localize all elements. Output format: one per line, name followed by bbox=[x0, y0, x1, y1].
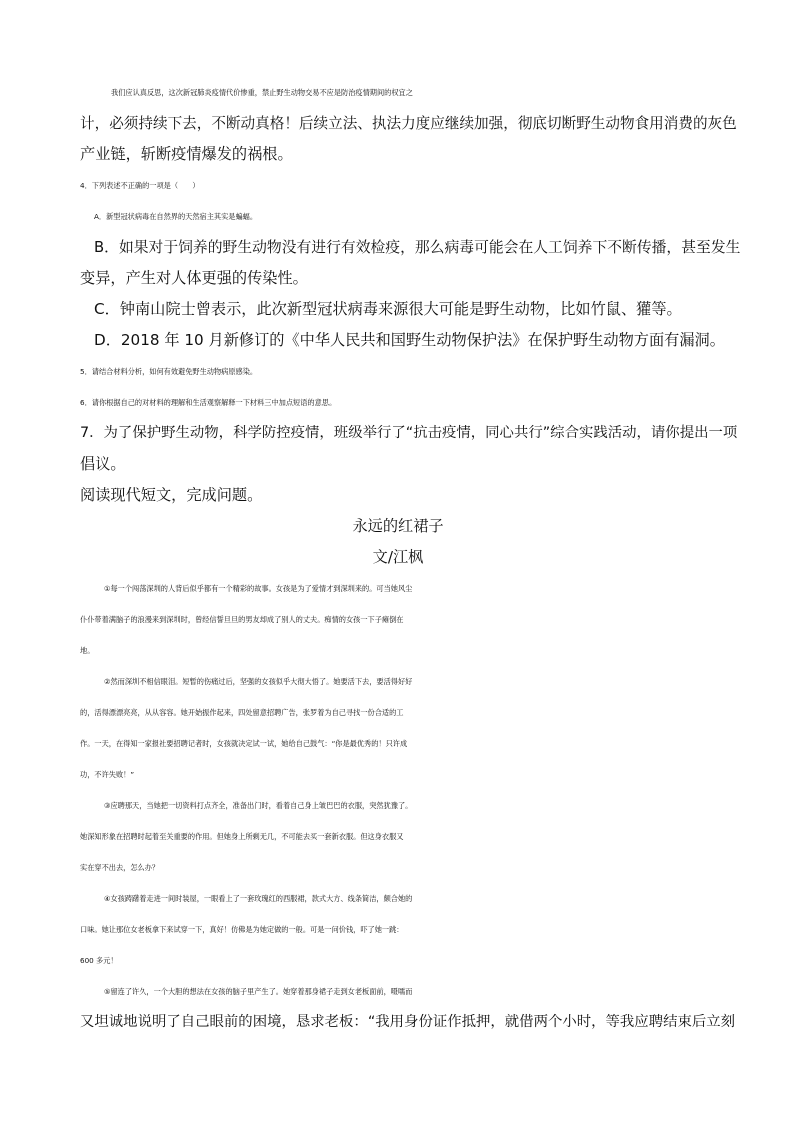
option-c: C．钟南山院士曾表示，此次新型冠状病毒来源很大可能是野生动物，比如竹鼠、獾等。 bbox=[94, 300, 682, 318]
paragraph-2-line: 的，活得漂漂亮亮，从从容容。她开始振作起来，四处留意招聘广告，张罗着为自己寻找一份合适的工 bbox=[80, 708, 404, 717]
paragraph-3-line: 实在穿不出去，怎么办？ bbox=[80, 863, 160, 872]
option-d: D．2018 年 10 月新修订的《中华人民共和国野生动物保护法》在保护野生动物方面有漏洞。 bbox=[94, 331, 725, 349]
question-5: 5．请结合材料分析，如何有效避免野生动物病原感染。 bbox=[80, 367, 258, 376]
paragraph-4-line: 600 多元！ bbox=[80, 956, 118, 965]
text-line: 产业链，斩断疫情爆发的祸根。 bbox=[80, 145, 293, 163]
question-7-line-2: 倡议。 bbox=[80, 455, 126, 473]
paragraph-5-line: ⑤留连了许久，一个大胆的想法在女孩的脑子里产生了。她穿着那身裙子走到女老板面前，嗫嚅而 bbox=[104, 987, 413, 996]
question-4 bbox=[80, 170, 740, 356]
option-a: A．新型冠状病毒在自然界的天然宿主其实是蝙蝠。 bbox=[94, 212, 258, 221]
paragraph-4-line: ④女孩踌躇着走进一间时装屋，一眼看上了一套玫瑰红的西服裙，款式大方、线条简洁，颇合她的 bbox=[104, 894, 413, 903]
question-6: 6．请你根据自己的对材料的理解和生活观察解释一下材料三中加点短语的意思。 bbox=[80, 398, 337, 407]
paragraph-2-line: ②然而深圳不相信眼泪。短暂的伤痛过后，坚强的女孩似乎大彻大悟了。她要活下去，要活得好好 bbox=[104, 677, 413, 686]
paragraph-3-line: 她深知形象在招聘时起着至关重要的作用。但她身上所剩无几，不可能去买一套新衣服。但这身衣服又 bbox=[80, 832, 404, 841]
paragraph-3-line: ③应聘那天，当她把一切资料打点齐全，准备出门时，看着自己身上皱巴巴的衣服，突然犹豫了。 bbox=[104, 801, 413, 810]
reading-instruction: 阅读现代短文，完成问题。 bbox=[80, 486, 263, 504]
article-header bbox=[80, 511, 716, 573]
paragraph-1-line: 地。 bbox=[80, 646, 95, 655]
paragraph-2-line: 功，不许失败！” bbox=[80, 770, 135, 779]
paragraph-2-line: 作。一天，在得知一家报社要招聘记者时，女孩就决定试一试，她给自己鼓气：“你是最优秀的！只许成 bbox=[80, 739, 408, 748]
paragraph-1-line: 仆仆带着满脑子的浪漫来到深圳时，曾经信誓旦旦的男友却成了别人的丈夫。痴情的女孩一下子瘫倒在 bbox=[80, 615, 404, 624]
option-b-line-1: B．如果对于饲养的野生动物没有进行有效检疫，那么病毒可能会在人工饲养下不断传播，甚至发生 bbox=[94, 239, 741, 256]
questions-5-7 bbox=[80, 356, 737, 511]
text-line: 计，必须持续下去，不断动真格！后续立法、执法力度应继续加强，彻底切断野生动物食用消费的灰色 bbox=[80, 115, 737, 132]
article-body bbox=[80, 573, 735, 1038]
question-stem: 4．下列表述不正确的一项是（ ） bbox=[80, 181, 200, 190]
paragraph-1-line: ①每一个闯荡深圳的人背后似乎都有一个精彩的故事。女孩是为了爱情才到深圳来的。可当她风尘 bbox=[104, 584, 413, 593]
paragraph-4-line: 口味。她让那位女老板拿下来试穿一下，真好！仿佛是为她定做的一般。可是一问价钱，吓了她一跳： bbox=[80, 925, 404, 934]
paragraph-5-line: 又坦诚地说明了自己眼前的困境，恳求老板：“我用身份证作抵押，就借两个小时，等我应聘结束后立刻 bbox=[80, 1014, 736, 1030]
option-b-line-2: 变异，产生对人体更强的传染性。 bbox=[80, 269, 308, 287]
article-author: 文/江枫 bbox=[372, 548, 424, 566]
article-title: 永远的红裙子 bbox=[352, 517, 444, 535]
text-line: 我们应认真反思，这次新冠肺炎疫情代价惨重，禁止野生动物交易不应是防治疫情期间的权宜之 bbox=[111, 88, 413, 97]
question-7-line-1: 7．为了保护野生动物，科学防控疫情，班级举行了“抗击疫情，同心共行”综合实践活动，请你提出一项 bbox=[80, 425, 738, 441]
intro-paragraph bbox=[80, 77, 737, 170]
